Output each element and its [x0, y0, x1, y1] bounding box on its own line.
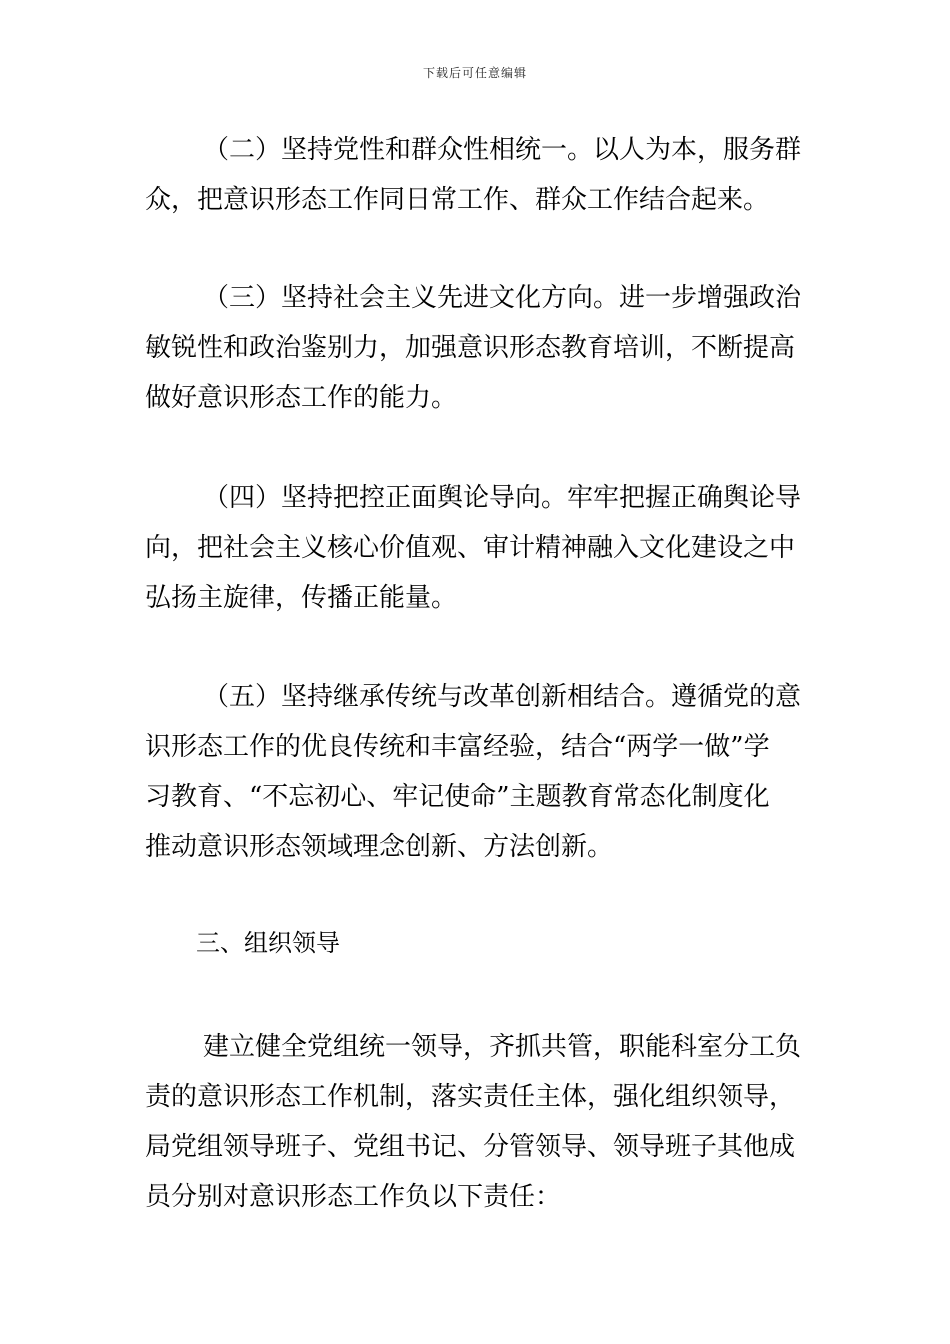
paragraph-line: 弘扬主旋律，传播正能量。 [145, 583, 458, 613]
paragraph-four [145, 473, 810, 623]
page-header: 下载后可任意编辑 [422, 66, 527, 80]
paragraph-line: 习教育、“不忘初心、牢记使命”主题教育常态化制度化 [145, 782, 770, 812]
paragraph-line: （四）坚持把控正面舆论导向。牢牢把握正确舆论导 [203, 483, 802, 513]
paragraph-line: 敏锐性和政治鉴别力，加强意识形态教育培训，不断提高 [145, 333, 796, 363]
paragraph-line: 建立健全党组统一领导，齐抓共管，职能科室分工负 [203, 1032, 802, 1062]
paragraph-line: 责的意识形态工作机制，落实责任主体，强化组织领导， [145, 1082, 796, 1112]
paragraph-line: （二）坚持党性和群众性相统一。以人为本，服务群 [203, 135, 802, 165]
paragraph-three [145, 273, 810, 423]
paragraph-line: （五）坚持继承传统与改革创新相结合。遵循党的意 [203, 682, 802, 712]
paragraph-five [145, 672, 810, 872]
paragraph-line: 众，把意识形态工作同日常工作、群众工作结合起来。 [145, 185, 770, 215]
paragraph-line: 向，把社会主义核心价值观、审计精神融入文化建设之中 [145, 533, 796, 563]
paragraph-line: 局党组领导班子、党组书记、分管领导、领导班子其他成 [145, 1132, 796, 1162]
paragraph-line: 做好意识形态工作的能力。 [145, 383, 458, 413]
section-heading: 三、组织领导 [196, 929, 340, 957]
paragraph-line: 员分别对意识形态工作负以下责任： [145, 1182, 562, 1212]
paragraph-line: 识形态工作的优良传统和丰富经验，结合“两学一做”学 [145, 732, 770, 762]
closing-paragraph [145, 1022, 810, 1222]
paragraph-two [145, 125, 810, 225]
paragraph-line: （三）坚持社会主义先进文化方向。进一步增强政治 [203, 283, 802, 313]
paragraph-line: 推动意识形态领域理念创新、方法创新。 [145, 832, 614, 862]
